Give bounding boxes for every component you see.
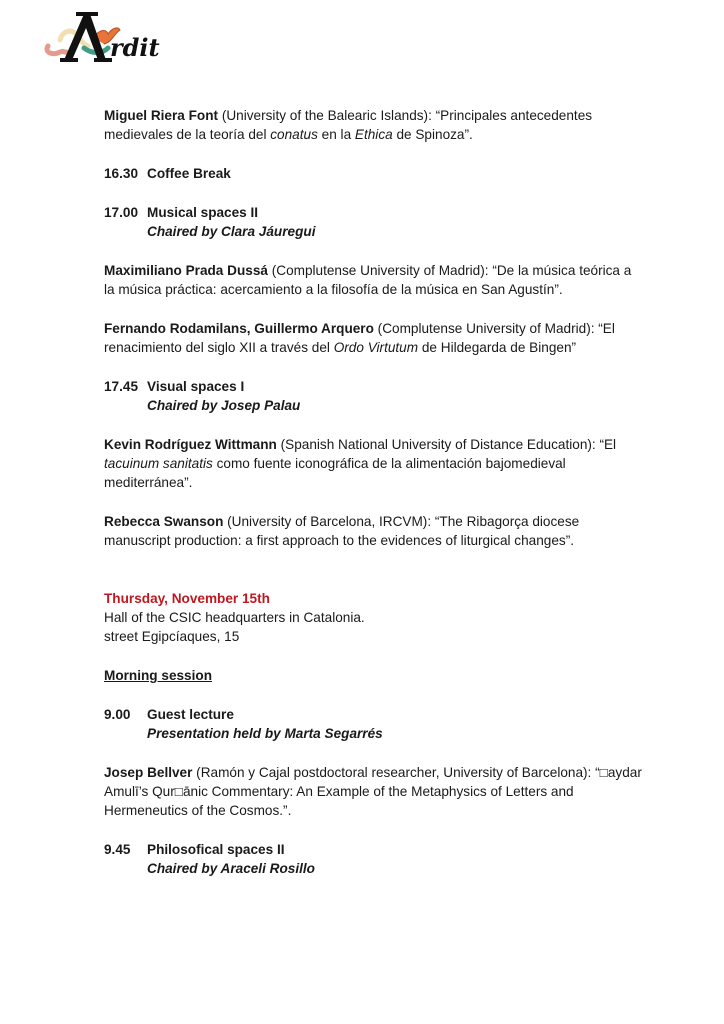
program-content [104,106,644,898]
slot-chair: Chaired by Araceli Rosillo [147,861,315,876]
address: street Egipcíaques, 15 [104,629,240,644]
session-heading: Morning session [104,668,213,683]
slot-chair: Presentation held by Marta Segarrés [147,726,383,741]
speaker-name: Fernando Rodamilans, Guillermo Arquero [104,321,374,336]
speaker-name: Josep Bellver [104,765,193,780]
talk-entry: Rebecca Swanson (University of Barcelona, IRCVM): “The Ribagorça diocese manuscript production: a first approach to the evidences of liturgical changes”. [104,514,580,548]
speaker-name: Maximiliano Prada Dussá [104,263,268,278]
day-heading: Thursday, November 15th [104,591,270,606]
schedule-slot [104,840,644,878]
schedule-slot [104,377,644,415]
talk-entry: Miguel Riera Font (University of the Balearic Islands): “Principales antecedentes medievales de la teoría del conatus en la Ethica de Spinoza”. [104,108,593,142]
slot-time: 17.45 [104,379,139,394]
ardit-logo [42,8,162,66]
venue: Hall of the CSIC headquarters in Catalonia. [104,610,365,625]
talk-entry: Kevin Rodríguez Wittmann (Spanish National University of Distance Education): “El tacuinum sanitatis como fuente iconográfica de la alimentación bajomedieval mediterránea”. [104,437,617,490]
svg-text:rdit: rdit [110,33,160,62]
slot-chair: Chaired by Clara Jáuregui [147,224,316,239]
speaker-name: Rebecca Swanson [104,514,224,529]
talk-entry: Maximiliano Prada Dussá (Complutense University of Madrid): “De la música teórica a la música práctica: acercamiento a la filosofía de la música en San Agustín”. [104,263,632,297]
slot-title: Visual spaces I [147,379,245,394]
talk-entry: Fernando Rodamilans, Guillermo Arquero (Complutense University of Madrid): “El renacimiento del siglo XII a través del Ordo Virtutum de Hildegarda de Bingen” [104,321,615,355]
slot-title: Philosofical spaces II [147,842,285,857]
slot-title: Musical spaces II [147,205,259,220]
schedule-slot [104,164,644,183]
speaker-name: Miguel Riera Font [104,108,219,123]
day-block [104,589,644,646]
slot-time: 17.00 [104,205,139,220]
dragon-letter-a-logo-icon [42,8,162,66]
slot-chair: Chaired by Josep Palau [147,398,301,413]
schedule-slot [104,203,644,241]
slot-title: Coffee Break [147,166,231,181]
slot-time: 16.30 [104,166,139,181]
slot-time: 9.45 [104,842,131,857]
schedule-slot [104,705,644,743]
slot-time: 9.00 [104,707,131,722]
talk-entry: Josep Bellver (Ramón y Cajal postdoctoral researcher, University of Barcelona): “□aydar Amulī’s Qur□ānic Commentary: An Example of the Metaphysics of Letters and Hermeneutics of the Cosmos.”. [104,765,642,818]
slot-title: Guest lecture [147,707,234,722]
speaker-name: Kevin Rodríguez Wittmann [104,437,277,452]
